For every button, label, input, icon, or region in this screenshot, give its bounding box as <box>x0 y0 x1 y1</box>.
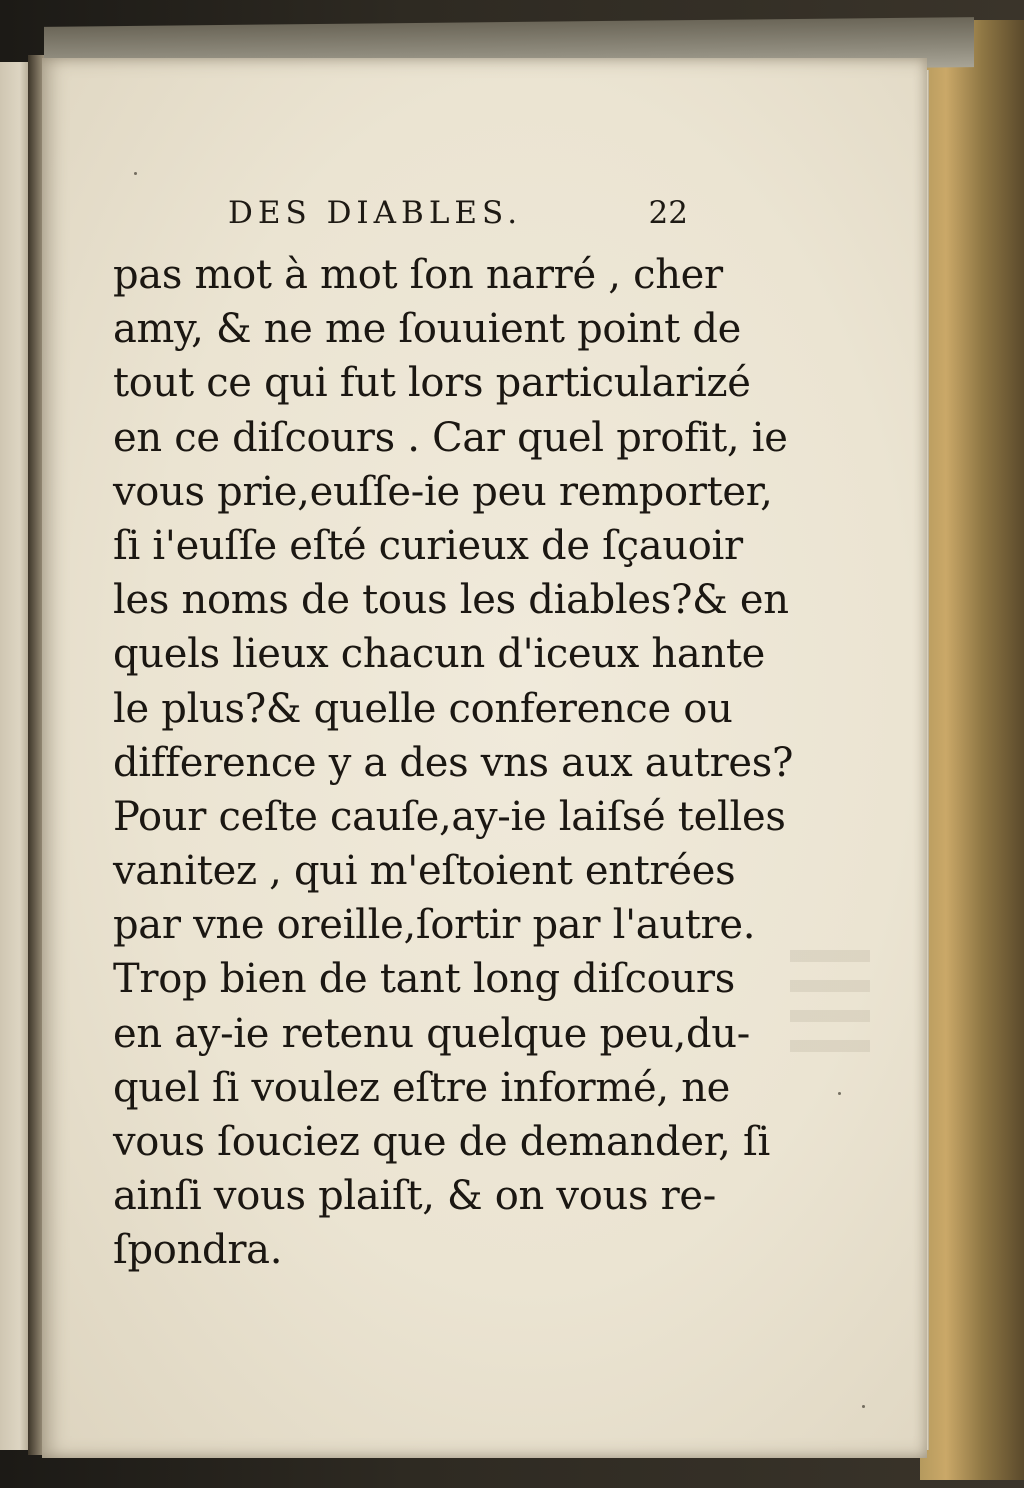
running-header <box>228 195 688 245</box>
text-line: par vne oreille,ſortir par l'autre. <box>113 902 756 949</box>
text-line: les noms de tous les diables?& en <box>113 577 789 624</box>
page-number: 22 <box>648 195 688 231</box>
text-line: quels lieux chacun d'iceux hante <box>113 631 766 678</box>
facing-page-edge <box>0 62 30 1450</box>
text-line: vous prie,euſſe-ie peu remporter, <box>113 468 773 515</box>
text-line: Pour ceſte cauſe,ay-ie laiſsé telles <box>113 793 786 840</box>
text-line: Trop bien de tant long diſcours <box>113 956 735 1003</box>
text-line: ainſi vous plaiſt, & on vous re- <box>113 1173 717 1220</box>
paper-speck <box>862 1405 865 1408</box>
text-line: en ay-ie retenu quelque peu,du- <box>113 1010 750 1057</box>
text-line: vous ſouciez que de demander, ſi <box>113 1119 770 1165</box>
body-text <box>113 248 794 1278</box>
show-through-margin-note <box>790 950 870 1060</box>
paper-speck <box>838 1092 841 1095</box>
running-title: DES DIABLES. <box>228 195 523 231</box>
book-cover-edge <box>920 20 1024 1480</box>
text-line: le plus?& quelle conference ou <box>113 685 733 732</box>
text-line: tout ce qui fut lors particularizé <box>113 360 751 407</box>
text-line: difference y a des vns aux autres? <box>113 739 794 786</box>
text-line: ſi i'euſſe eſté curieux de ſçauoir <box>113 522 743 569</box>
text-line: en ce diſcours . Car quel profit, ie <box>113 414 788 461</box>
text-line: amy, & ne me ſouuient point de <box>113 306 742 353</box>
paper-speck <box>134 172 137 175</box>
text-line: vanitez , qui m'eſtoient entrées <box>113 848 736 895</box>
text-line: pas mot à mot ſon narré , cher <box>113 252 723 298</box>
text-line-last: ſpondra. <box>113 1227 283 1274</box>
text-line: quel ſi voulez eſtre informé, ne <box>113 1064 731 1111</box>
